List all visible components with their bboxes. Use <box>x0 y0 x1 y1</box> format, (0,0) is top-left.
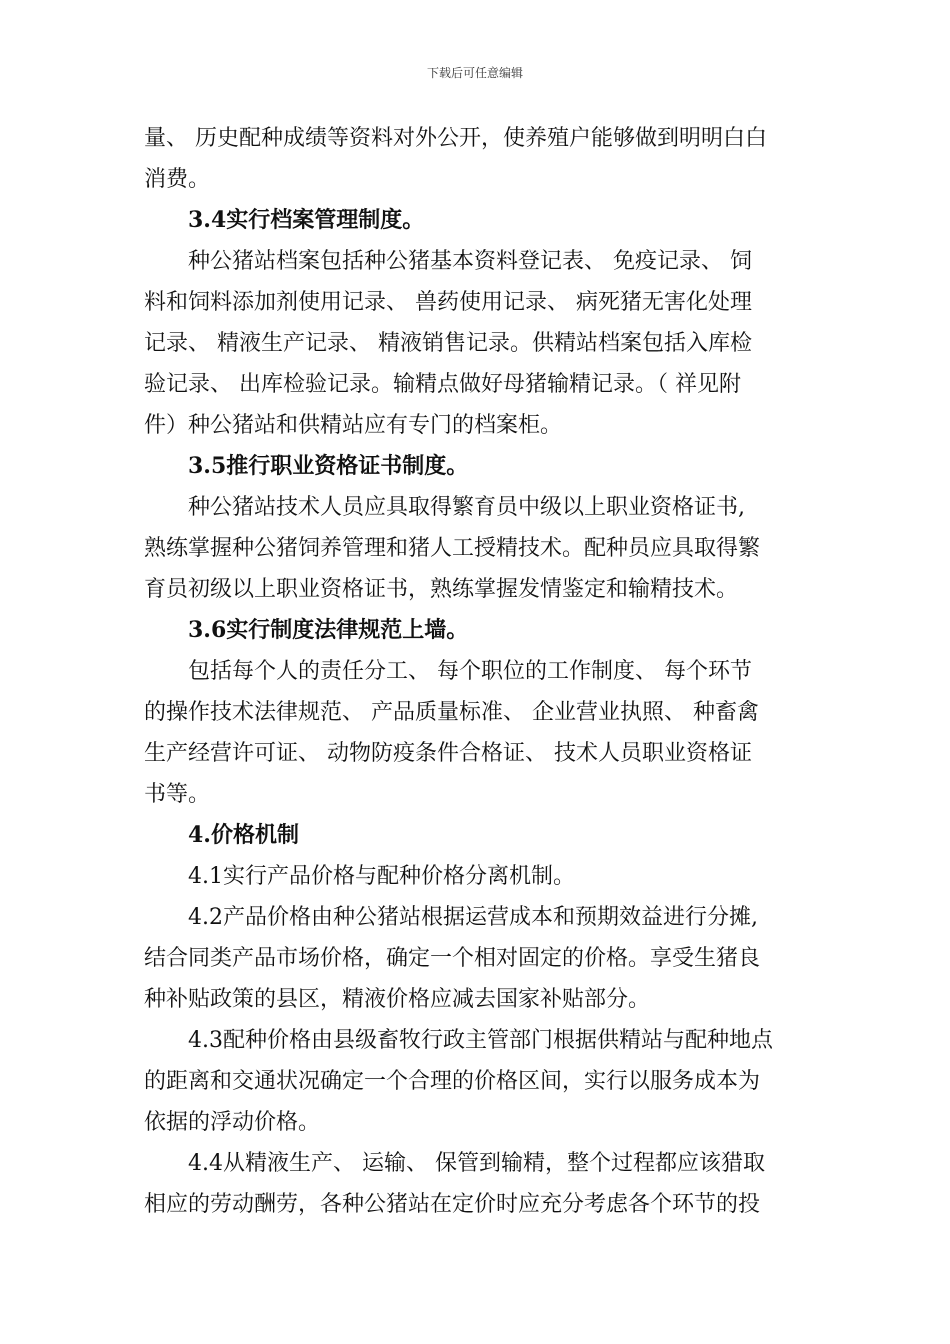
paragraph-regulations <box>144 651 812 815</box>
text-line: 育员初级以上职业资格证书，熟练掌握发情鉴定和输精技术。 <box>144 577 739 602</box>
document-body <box>144 118 812 1225</box>
paragraph-4-2 <box>144 897 812 1020</box>
paragraph-4-4 <box>144 1143 812 1225</box>
section-heading-3-4 <box>144 200 812 241</box>
paragraph-4-3 <box>144 1020 812 1143</box>
text-line: 熟练掌握种公猪饲养管理和猪人工授精技术。配种员应具取得繁 <box>144 536 761 561</box>
text-line: 的操作技术法律规范、 产品质量标准、 企业营业执照、 种畜禽 <box>144 700 759 725</box>
text-line: 相应的劳动酬劳，各种公猪站在定价时应充分考虑各个环节的投 <box>144 1192 761 1217</box>
text-line: 的距离和交通状况确定一个合理的价格区间，实行以服务成本为 <box>144 1069 761 1094</box>
text-line: 料和饲料添加剂使用记录、 兽药使用记录、 病死猪无害化处理 <box>144 290 752 315</box>
heading-text: 3.5推行职业资格证书制度。 <box>188 453 469 479</box>
text-line: 生产经营许可证、 动物防疫条件合格证、 技术人员职业资格证 <box>144 741 752 766</box>
section-heading-3-5 <box>144 446 812 487</box>
text-line: 消费。 <box>144 167 211 192</box>
paragraph-4-1 <box>144 856 812 897</box>
section-heading-4 <box>144 815 812 856</box>
text-line: 书等。 <box>144 782 211 807</box>
page-header: 下载后可任意编辑 <box>426 66 523 80</box>
paragraph-disclosure <box>144 118 812 200</box>
paragraph-certificates <box>144 487 812 610</box>
heading-text: 3.4实行档案管理制度。 <box>188 207 425 233</box>
heading-text: 4.价格机制 <box>188 822 299 848</box>
text-line: 量、 历史配种成绩等资料对外公开，使养殖户能够做到明明白白 <box>144 126 767 151</box>
text-line: 4.1实行产品价格与配种价格分离机制。 <box>188 864 575 889</box>
text-line: 4.2产品价格由种公猪站根据运营成本和预期效益进行分摊, <box>188 905 758 930</box>
text-line: 件）种公猪站和供精站应有专门的档案柜。 <box>144 413 563 438</box>
text-line: 4.3配种价格由县级畜牧行政主管部门根据供精站与配种地点 <box>188 1028 773 1053</box>
heading-text: 3.6实行制度法律规范上墙。 <box>188 617 469 643</box>
text-line: 结合同类产品市场价格，确定一个相对固定的价格。享受生猪良 <box>144 946 761 971</box>
text-line: 种补贴政策的县区，精液价格应减去国家补贴部分。 <box>144 987 651 1012</box>
section-heading-3-6 <box>144 610 812 651</box>
text-line: 验记录、 出库检验记录。输精点做好母猪输精记录。（ 祥见附 <box>144 372 741 397</box>
text-line: 种公猪站技术人员应具取得繁育员中级以上职业资格证书, <box>188 495 745 520</box>
text-line: 4.4从精液生产、 运输、 保管到输精，整个过程都应该猎取 <box>188 1151 765 1176</box>
text-line: 包括每个人的责任分工、 每个职位的工作制度、 每个环节 <box>188 659 752 684</box>
paragraph-archives <box>144 241 812 446</box>
text-line: 记录、 精液生产记录、 精液销售记录。供精站档案包括入库检 <box>144 331 752 356</box>
text-line: 依据的浮动价格。 <box>144 1110 321 1135</box>
text-line: 种公猪站档案包括种公猪基本资料登记表、 免疫记录、 饲 <box>188 249 752 274</box>
